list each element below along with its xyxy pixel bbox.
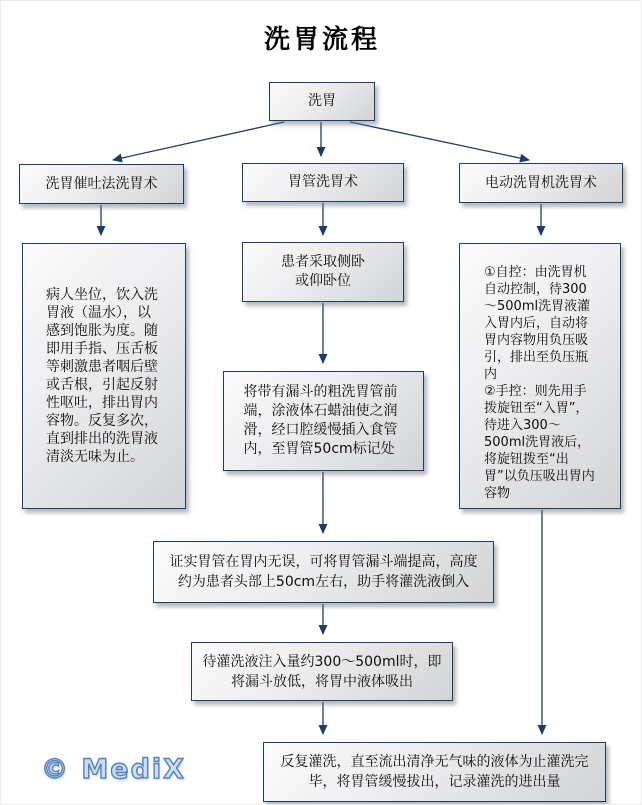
flow-node-tube-method [242,163,404,202]
flow-node-patient-position-text: 患者采取侧卧或仰卧位 [281,254,365,289]
flow-node-tube-method-label: 胃管洗胃术 [288,174,358,190]
flow-node-emetic-method-label: 洗胃催吐法洗胃术 [45,175,158,192]
flow-node-machine-method [459,163,623,203]
flow-node-emetic-method [19,164,184,204]
flow-node-lower-funnel-text: 待灌洗液注入量约300～500ml时，即将漏斗放低，将胃中液体吸出 [202,653,442,690]
flow-node-final-text: 反复灌洗，直至流出清净无气味的液体为止灌洗完毕，将胃管缓慢拔出，记录灌洗的进出量 [280,754,589,790]
page-title: 洗胃流程 [263,25,380,55]
flow-node-verify-raise-funnel-text: 证实胃管在胃内无误，可将胃管漏斗端提高，高度约为患者头部上50cm左右，助手将灌洗液倒入 [169,554,478,590]
flow-node-root-label: 洗胃 [308,93,336,109]
flow-node-emetic-detail [22,243,186,509]
arrow-root-to-right [350,122,529,160]
flow-node-insert-tube [223,371,424,471]
flow-node-machine-method-label: 电动洗胃机洗胃术 [485,174,597,191]
flow-node-machine-detail-manual: ②手控：则先用手拨旋钮至“入胃”，待进入300～500ml洗胃液后，将旋钮拨至“出胃”以负压吸出胃内容物 [484,384,595,501]
flow-node-root [269,82,375,121]
flow-node-machine-detail [459,243,621,509]
arrow-root-to-left [113,122,284,160]
flow-node-insert-tube-text: 将带有漏斗的粗洗胃管前端，涂液体石蜡油使之润滑，经口腔缓慢插入食管内，至胃管50cm标记处 [243,384,398,457]
flow-node-verify-raise-funnel [153,541,494,603]
flow-node-machine-detail-auto: ①自控：由洗胃机自动控制，待300～500ml洗胃液灌入胃内后，自动将胃内容物用负压吸引，排出至负压瓶内 [484,265,591,382]
medix-watermark: © MediX [41,754,186,785]
flow-node-emetic-detail-text: 病人坐位，饮入洗胃液（温水），以感到饱胀为度。随即用手指、压舌板等刺激患者咽后壁或舌根，引起反射性呕吐，排出胃内容物。反复多次，直到排出的洗胃液清淡无味为止。 [46,287,158,465]
flow-node-final [263,742,606,802]
flow-node-patient-position [242,242,404,302]
flow-node-lower-funnel [191,642,453,701]
